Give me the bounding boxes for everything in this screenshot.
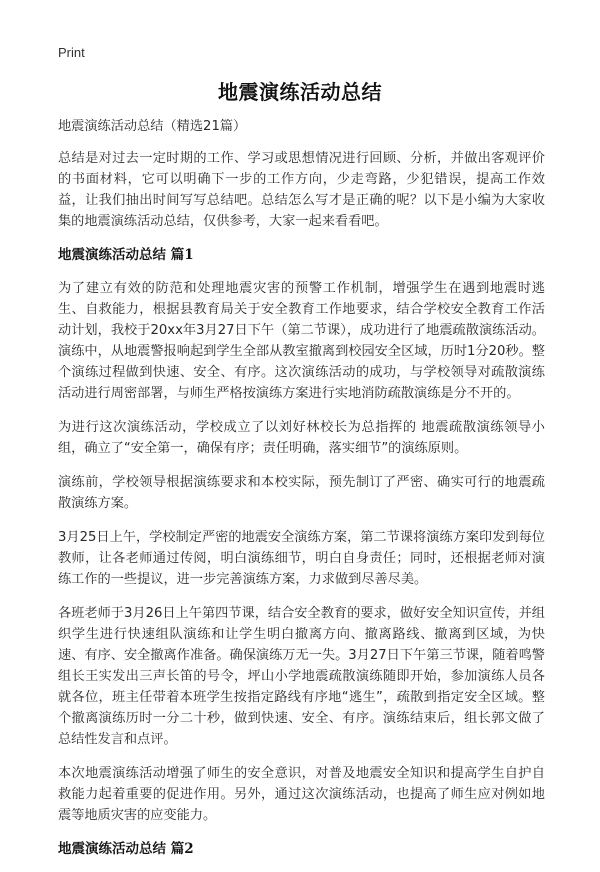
intro-paragraph: 总结是对过去一定时期的工作、学习或思想情况进行回顾、分析，并做出客观评价的书面材料，它可以明确下一步的工作方向，少走弯路，少犯错误，提高工作效益，让我们抽出时间写写总结吧。总结怎么写才是正确的呢？以下是小编为大家收集的地震演练活动总结，仅供参考，大家一起来看看吧。 bbox=[58, 151, 545, 229]
paragraph: 本次地震演练活动增强了师生的安全意识，对普及地震安全知识和提高学生自护自救能力起着重要的促进作用。另外，通过这次演练活动，也提高了师生应对例如地震等地质灾害的应变能力。 bbox=[58, 766, 545, 823]
article-subtitle: 地震演练活动总结（精选21篇） bbox=[58, 119, 247, 134]
section-heading: 地震演练活动总结 篇2 bbox=[58, 841, 194, 857]
page-title: 地震演练活动总结 bbox=[218, 80, 382, 104]
section-heading: 地震演练活动总结 篇1 bbox=[58, 247, 194, 263]
paragraph: 3月25日上午，学校制定严密的地震安全演练方案，第二节课将演练方案印发到每位教师，让各老师通过传阅，明白演练细节，明白自身责任；同时，还根据老师对演练工作的一些提议，进一步完善演练方案，力求做到尽善尽美。 bbox=[58, 530, 545, 587]
paragraph: 演练前，学校领导根据演练要求和本校实际，预先制订了严密、确实可行的地震疏散演练方案。 bbox=[58, 475, 545, 511]
paragraph: 各班老师于3月26日上午第四节课，结合安全教育的要求，做好安全知识宣传，并组织学生进行快速组队演练和让学生明白撤离方向、撤离路线、撤离到区域，为快速、有序、安全撤离作准备。确保演练万无一失。3月27日下午第三节课，随着鸣警组长王实发出三声长笛的号令，坪山小学地震疏散演练随即开始，参加演练人员各就各位，班主任带着本班学生按指定路线有序地“逃生”，疏散到指定安全区域。整个撤离演练历时一分二十秒，做到快速、安全、有序。演练结束后，组长郭文做了总结性发言和点评。 bbox=[58, 606, 545, 747]
article-body bbox=[58, 116, 545, 872]
paragraph: 为了建立有效的防范和处理地震灾害的预警工作机制，增强学生在遇到地震时逃生、自救能力，根据县教育局关于安全教育工作地要求，结合学校安全教育工作活动计划，我校于20xx年3月27日下午（第二节课），成功进行了地震疏散演练活动。演练中，从地震警报响起到学生全部从教室撤离到校园安全区域，历时1分20秒。整个演练过程做到快速、安全、有序。这次演练活动的成功，与学校领导对疏散演练活动进行周密部署，与师生严格按演练方案进行实地消防疏散演练是分不开的。 bbox=[58, 281, 545, 401]
print-link[interactable]: Print bbox=[58, 45, 85, 60]
paragraph: 为进行这次演练活动，学校成立了以刘好林校长为总指挥的 地震疏散演练领导小组，确立了“安全第一，确保有序；责任明确，落实细节”的演练原则。 bbox=[58, 420, 545, 456]
